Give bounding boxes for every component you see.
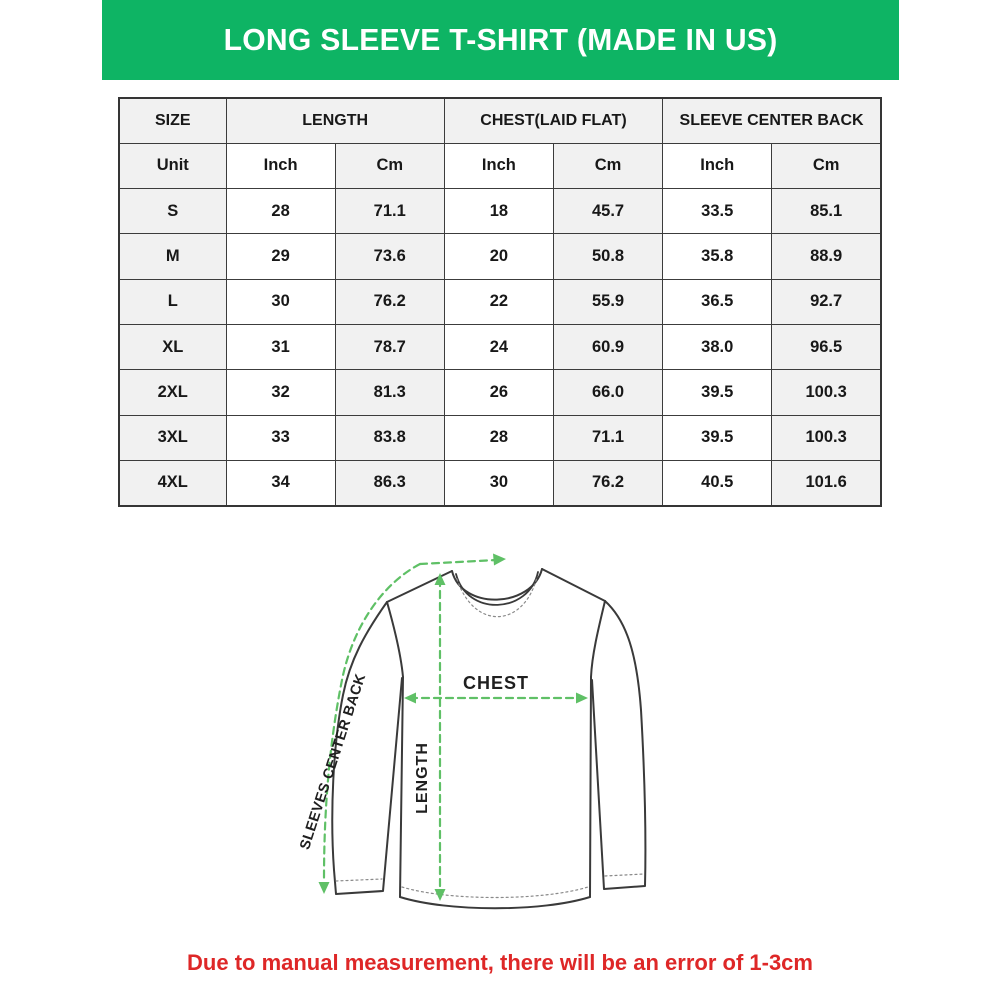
value-cell: 22: [444, 279, 553, 324]
collar-outer-line: [452, 569, 542, 600]
unit-cm: Cm: [335, 143, 444, 188]
measurement-arrows: [324, 560, 582, 894]
value-cell: 35.8: [663, 234, 772, 279]
cuff-right-stitch: [605, 874, 644, 876]
size-cell: M: [119, 234, 226, 279]
table-row: [119, 415, 881, 460]
size-cell: L: [119, 279, 226, 324]
arrowhead-top-right: [493, 554, 506, 566]
value-cell: 83.8: [335, 415, 444, 460]
table-row: [119, 324, 881, 369]
arrowhead-length-down: [435, 889, 446, 901]
chest-label: CHEST: [462, 673, 530, 693]
size-cell: 2XL: [119, 370, 226, 415]
table-row: [119, 370, 881, 415]
collar-back-stitch: [457, 577, 537, 617]
value-cell: 28: [226, 189, 335, 234]
header-size: SIZE: [119, 98, 226, 143]
value-cell: 81.3: [335, 370, 444, 415]
table-row: [119, 189, 881, 234]
hem-stitch: [402, 887, 588, 898]
arrowhead-chest-right: [576, 693, 588, 704]
value-cell: 33: [226, 415, 335, 460]
value-cell: 31: [226, 324, 335, 369]
table-row: [119, 234, 881, 279]
value-cell: 29: [226, 234, 335, 279]
header-sleeve: SLEEVE CENTER BACK: [663, 98, 881, 143]
table-row: [119, 460, 881, 505]
armhole-right-line: [591, 601, 605, 677]
value-cell: 39.5: [663, 415, 772, 460]
value-cell: 30: [444, 460, 553, 505]
size-cell: 3XL: [119, 415, 226, 460]
value-cell: 100.3: [772, 415, 881, 460]
value-cell: 39.5: [663, 370, 772, 415]
shirt-outline-drawing: [332, 569, 645, 908]
value-cell: 36.5: [663, 279, 772, 324]
value-cell: 26: [444, 370, 553, 415]
size-cell: XL: [119, 324, 226, 369]
page-title: LONG SLEEVE T-SHIRT (MADE IN US): [223, 22, 778, 57]
value-cell: 33.5: [663, 189, 772, 234]
value-cell: 60.9: [553, 324, 662, 369]
unit-cm: Cm: [553, 143, 662, 188]
shirt-measurement-diagram: [280, 545, 720, 945]
value-cell: 18: [444, 189, 553, 234]
value-cell: 73.6: [335, 234, 444, 279]
sleeve-right-outline: [592, 601, 645, 889]
table-unit-row: [119, 143, 881, 188]
measurement-error-note: Due to manual measurement, there will be an error of 1-3cm: [187, 950, 813, 975]
unit-label: Unit: [119, 143, 226, 188]
value-cell: 71.1: [553, 415, 662, 460]
torso-right-edge: [590, 677, 591, 897]
value-cell: 88.9: [772, 234, 881, 279]
measurement-arrowheads: [319, 554, 589, 902]
table-header-row: [119, 98, 881, 143]
armhole-left-line: [387, 602, 403, 677]
value-cell: 76.2: [553, 460, 662, 505]
size-table-body: [119, 189, 881, 506]
value-cell: 101.6: [772, 460, 881, 505]
arrowhead-chest-left: [404, 693, 416, 704]
value-cell: 28: [444, 415, 553, 460]
neck-to-right-dashed-arrow: [420, 560, 496, 564]
value-cell: 32: [226, 370, 335, 415]
value-cell: 40.5: [663, 460, 772, 505]
value-cell: 85.1: [772, 189, 881, 234]
value-cell: 20: [444, 234, 553, 279]
unit-cm: Cm: [772, 143, 881, 188]
hem-line: [400, 897, 590, 908]
header-chest: CHEST(LAID FLAT): [444, 98, 662, 143]
table-row: [119, 279, 881, 324]
value-cell: 30: [226, 279, 335, 324]
value-cell: 24: [444, 324, 553, 369]
value-cell: 38.0: [663, 324, 772, 369]
value-cell: 45.7: [553, 189, 662, 234]
value-cell: 86.3: [335, 460, 444, 505]
value-cell: 100.3: [772, 370, 881, 415]
value-cell: 55.9: [553, 279, 662, 324]
length-label: LENGTH: [414, 742, 431, 814]
cuff-left-stitch: [336, 879, 382, 881]
unit-inch: Inch: [226, 143, 335, 188]
size-table: [118, 97, 882, 507]
header-length: LENGTH: [226, 98, 444, 143]
value-cell: 50.8: [553, 234, 662, 279]
value-cell: 78.7: [335, 324, 444, 369]
arrowhead-sleeve-end-down: [319, 882, 330, 894]
value-cell: 96.5: [772, 324, 881, 369]
value-cell: 34: [226, 460, 335, 505]
size-cell: 4XL: [119, 460, 226, 505]
value-cell: 92.7: [772, 279, 881, 324]
unit-inch: Inch: [444, 143, 553, 188]
title-banner: [102, 0, 899, 80]
sleeve-center-back-label: SLEEVES CENTER BACK: [297, 671, 370, 852]
unit-inch: Inch: [663, 143, 772, 188]
value-cell: 66.0: [553, 370, 662, 415]
size-cell: S: [119, 189, 226, 234]
value-cell: 76.2: [335, 279, 444, 324]
torso-left-edge: [400, 677, 403, 897]
shoulder-left-line: [387, 571, 452, 602]
value-cell: 71.1: [335, 189, 444, 234]
shoulder-right-line: [542, 569, 605, 601]
